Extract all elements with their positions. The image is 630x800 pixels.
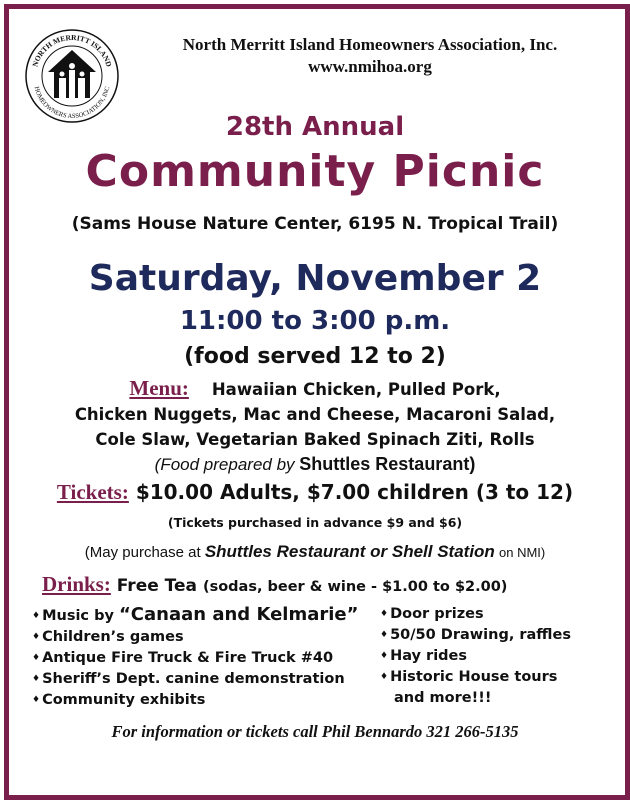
activities-left — [32, 604, 358, 711]
list-item: ♦ Historic House tours — [380, 667, 571, 688]
event-venue: (Sams House Nature Center, 6195 N. Tropical Trail) — [71, 214, 559, 234]
tickets-label: Tickets: — [56, 480, 129, 504]
menu-line: Cole Slaw, Vegetarian Baked Spinach Ziti, Rolls — [95, 430, 535, 449]
hoa-logo — [24, 28, 120, 124]
activities-right — [380, 604, 571, 709]
event-annual: 28th Annual — [225, 112, 405, 142]
prepared-restaurant: Shuttles Restaurant) — [299, 454, 476, 474]
drinks-label: Drinks: — [42, 572, 111, 596]
menu-label: Menu: — [129, 376, 189, 400]
org-name: North Merritt Island Homeowners Association, Inc. — [182, 35, 558, 54]
purchase-places: Shuttles Restaurant or Shell Station — [204, 542, 495, 561]
svg-text:NORTH MERRITT ISLAND: NORTH MERRITT ISLAND — [30, 32, 114, 68]
purchase-suffix: on NMI) — [499, 545, 546, 560]
event-time: 11:00 to 3:00 p.m. — [179, 306, 451, 336]
tickets-advance: (Tickets purchased in advance $9 and $6) — [167, 515, 463, 530]
list-item: ♦ Music by “Canaan and Kelmarie” — [32, 604, 358, 627]
drinks-line — [42, 572, 602, 597]
menu-line: Hawaiian Chicken, Pulled Pork, — [211, 380, 501, 399]
list-item: ♦ Children’s games — [32, 627, 358, 648]
menu-prepared-by — [20, 452, 610, 477]
tickets-line — [0, 480, 630, 505]
list-item: ♦ Antique Fire Truck & Fire Truck #40 — [32, 648, 358, 669]
event-title: Community Picnic — [85, 146, 545, 197]
org-header — [130, 34, 610, 78]
org-website[interactable]: www.nmihoa.org — [308, 57, 432, 76]
menu-section — [20, 376, 610, 477]
purchase-prefix: (May purchase at — [84, 544, 201, 561]
list-item: and more!!! — [394, 690, 492, 706]
menu-line: Chicken Nuggets, Mac and Cheese, Macaroni Salad, — [74, 405, 556, 424]
tickets-purchase-locations — [0, 542, 630, 562]
drinks-others: (sodas, beer & wine - $1.00 to $2.00) — [202, 579, 508, 595]
event-date: Saturday, November 2 — [88, 258, 542, 299]
svg-text:HOMEOWNERS ASSOCIATION, INC: HOMEOWNERS ASSOCIATION, INC — [32, 85, 112, 121]
list-item: ♦ Community exhibits — [32, 690, 358, 711]
ticket-prices: $10.00 Adults, $7.00 children (3 to 12) — [135, 480, 574, 504]
drinks-free: Free Tea — [116, 576, 198, 596]
list-item: ♦ Hay rides — [380, 646, 571, 667]
food-served-time: (food served 12 to 2) — [184, 344, 446, 369]
prepared-prefix: (Food prepared by — [154, 455, 295, 474]
list-item: ♦ 50/50 Drawing, raffles — [380, 625, 571, 646]
list-item: ♦ Sheriff’s Dept. canine demonstration — [32, 669, 358, 690]
list-item: ♦ Door prizes — [380, 604, 571, 625]
footer-contact: For information or tickets call Phil Bennardo 321 266-5135 — [111, 722, 519, 741]
